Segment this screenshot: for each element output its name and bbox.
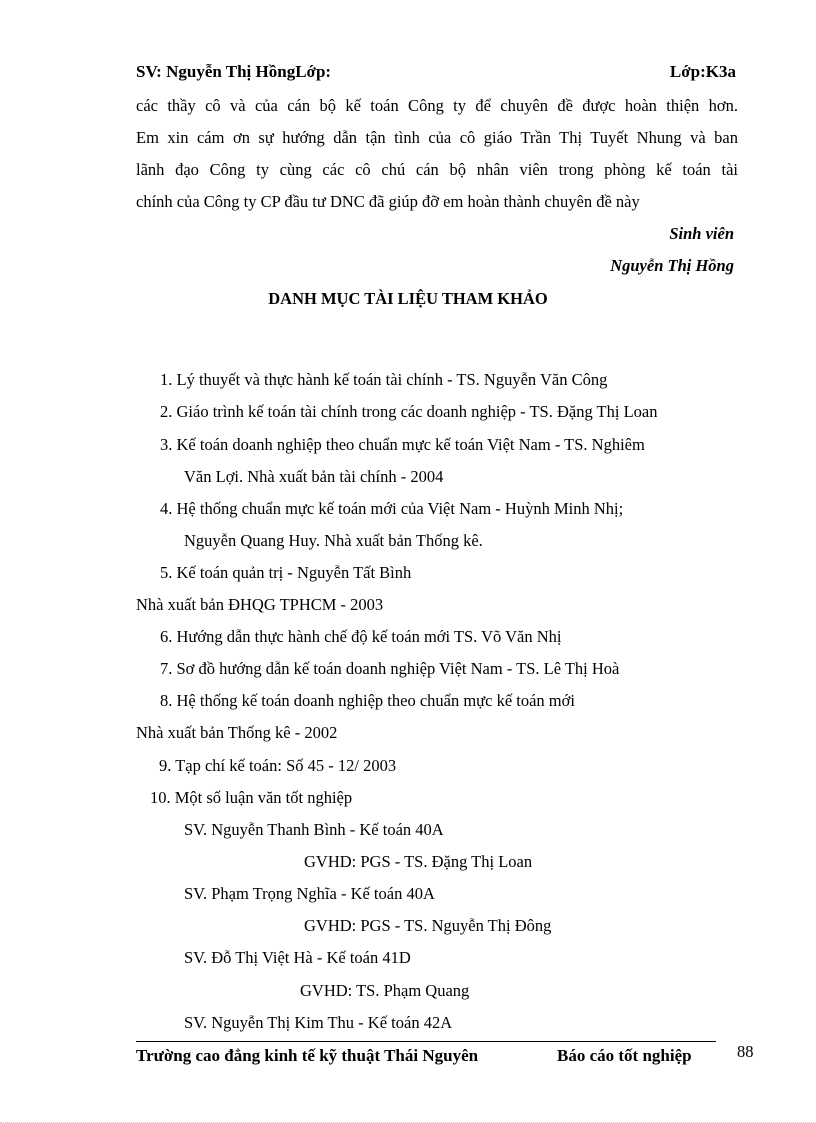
reference-item: 4. Hệ thống chuẩn mực kế toán mới của Việt Nam - Huỳnh Minh Nhị;	[160, 499, 624, 518]
intro-line: lãnh đạo Công ty cùng các cô chú cán bộ nhân viên trong phòng kế toán tài	[136, 160, 738, 179]
intro-line: các thầy cô và của cán bộ kế toán Công ty để chuyên đề được hoàn thiện hơn.	[136, 96, 738, 115]
reference-item: 9. Tạp chí kế toán: Số 45 - 12/ 2003	[159, 756, 397, 775]
intro-paragraph	[136, 90, 738, 218]
thesis-advisor: GVHD: PGS - TS. Đặng Thị Loan	[304, 852, 533, 871]
references-title: DANH MỤC TÀI LIỆU THAM KHẢO	[268, 289, 548, 308]
page-number: 88	[737, 1042, 754, 1061]
header-student: SV: Nguyễn Thị HồngLớp:	[136, 62, 332, 81]
signature-name: Nguyễn Thị Hồng	[610, 256, 734, 275]
reference-item: 10. Một số luận văn tốt nghiệp	[150, 788, 353, 807]
thesis-student: SV. Đỗ Thị Việt Hà - Kế toán 41D	[184, 948, 411, 967]
reference-item-continuation: Nguyễn Quang Huy. Nhà xuất bản Thống kê.	[184, 531, 483, 550]
thesis-advisor: GVHD: TS. Phạm Quang	[300, 981, 470, 1000]
footer-report-type: Báo cáo tốt nghiệp	[557, 1046, 692, 1065]
thesis-student: SV. Phạm Trọng Nghĩa - Kế toán 40A	[184, 884, 435, 903]
thesis-student: SV. Nguyễn Thanh Bình - Kế toán 40A	[184, 820, 444, 839]
reference-item: 5. Kế toán quản trị - Nguyễn Tất Bình	[160, 563, 412, 582]
reference-publisher: Nhà xuất bản Thống kê - 2002	[136, 723, 338, 742]
header-class: Lớp:K3a	[669, 62, 736, 81]
reference-item: 3. Kế toán doanh nghiệp theo chuẩn mực kế toán Việt Nam - TS. Nghiêm	[160, 435, 645, 454]
reference-publisher: Nhà xuất bản ĐHQG TPHCM - 2003	[136, 595, 384, 614]
signature-role: Sinh viên	[669, 224, 734, 243]
intro-line: chính của Công ty CP đầu tư DNC đã giúp đỡ em hoàn thành chuyên đề này	[136, 192, 640, 211]
thesis-advisor: GVHD: PGS - TS. Nguyễn Thị Đông	[304, 916, 552, 935]
reference-item: 7. Sơ đồ hướng dẫn kế toán doanh nghiệp Việt Nam - TS. Lê Thị Hoà	[160, 659, 620, 678]
reference-item: 8. Hệ thống kế toán doanh nghiệp theo chuẩn mực kế toán mới	[160, 691, 575, 710]
footer-school: Trường cao đẳng kinh tế kỹ thuật Thái Nguyên	[136, 1046, 479, 1065]
reference-item: 1. Lý thuyết và thực hành kế toán tài chính - TS. Nguyễn Văn Công	[160, 370, 608, 389]
intro-line: Em xin cám ơn sự hướng dẫn tận tình của cô giáo Trần Thị Tuyết Nhung và ban	[136, 128, 738, 147]
reference-item: 2. Giáo trình kế toán tài chính trong các doanh nghiệp - TS. Đặng Thị Loan	[160, 402, 658, 421]
thesis-student: SV. Nguyễn Thị Kim Thu - Kế toán 42A	[184, 1013, 453, 1032]
reference-item: 6. Hướng dẫn thực hành chế độ kế toán mới TS. Võ Văn Nhị	[160, 627, 562, 646]
footer-rule	[136, 1041, 716, 1042]
reference-item-continuation: Văn Lợi. Nhà xuất bản tài chính - 2004	[184, 467, 444, 486]
